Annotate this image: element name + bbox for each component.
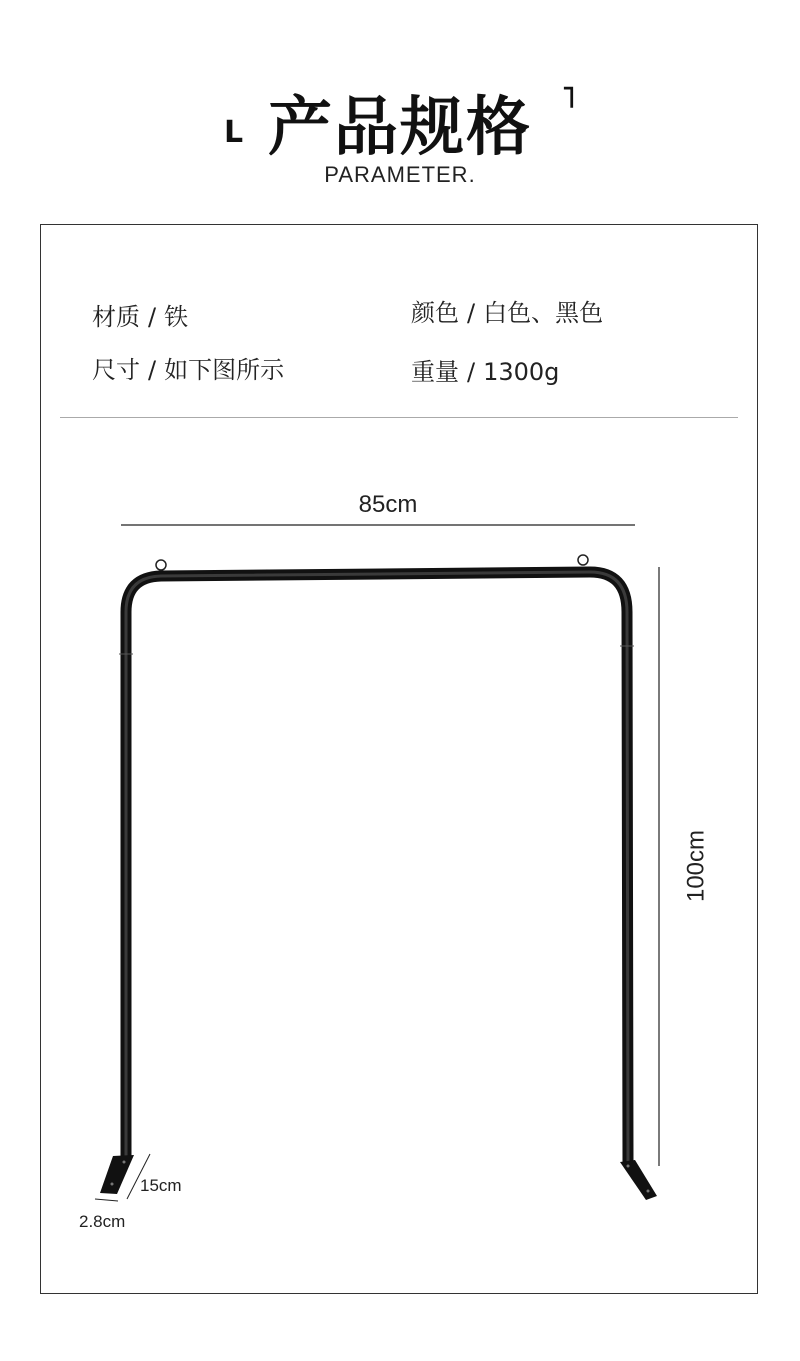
spec-separator: / [467, 358, 476, 386]
foot-left-hole [123, 1161, 126, 1164]
foot-right-hole [627, 1165, 630, 1168]
page-title: 产品规格 [268, 91, 532, 165]
height-label: 100cm [682, 829, 710, 903]
bracket-left-decoration: L [224, 115, 244, 150]
bracket-right-decoration: ˥ [561, 81, 576, 116]
hanging-ring-left [156, 560, 166, 570]
spec-separator: / [148, 303, 157, 331]
spec-material-label: 材质 [92, 303, 140, 331]
foot-left [100, 1155, 134, 1194]
spec-separator: / [148, 356, 157, 384]
foot-width-dimension-line [95, 1199, 118, 1201]
foot-right-hole [647, 1190, 650, 1193]
spec-separator: / [467, 299, 476, 327]
frame-tube [126, 572, 628, 1163]
spec-color-value: 白色、黑色 [483, 299, 604, 327]
page-subtitle: PARAMETER. [324, 162, 476, 187]
spec-material-value: 铁 [164, 303, 189, 331]
foot-length-label: 15cm [140, 1176, 182, 1195]
width-label: 85cm [358, 491, 418, 518]
spec-weight-label: 重量 [411, 358, 459, 386]
spec-color-label: 颜色 [411, 299, 459, 327]
foot-right [620, 1160, 657, 1200]
foot-width-label: 2.8cm [79, 1212, 126, 1231]
spec-size-value: 如下图所示 [164, 356, 285, 384]
spec-weight-value: 1300g [483, 358, 560, 386]
spec-size-label: 尺寸 [92, 356, 140, 384]
hanging-ring-right [578, 555, 588, 565]
foot-left-hole [111, 1183, 114, 1186]
frame-tube-highlight [126, 572, 628, 1163]
